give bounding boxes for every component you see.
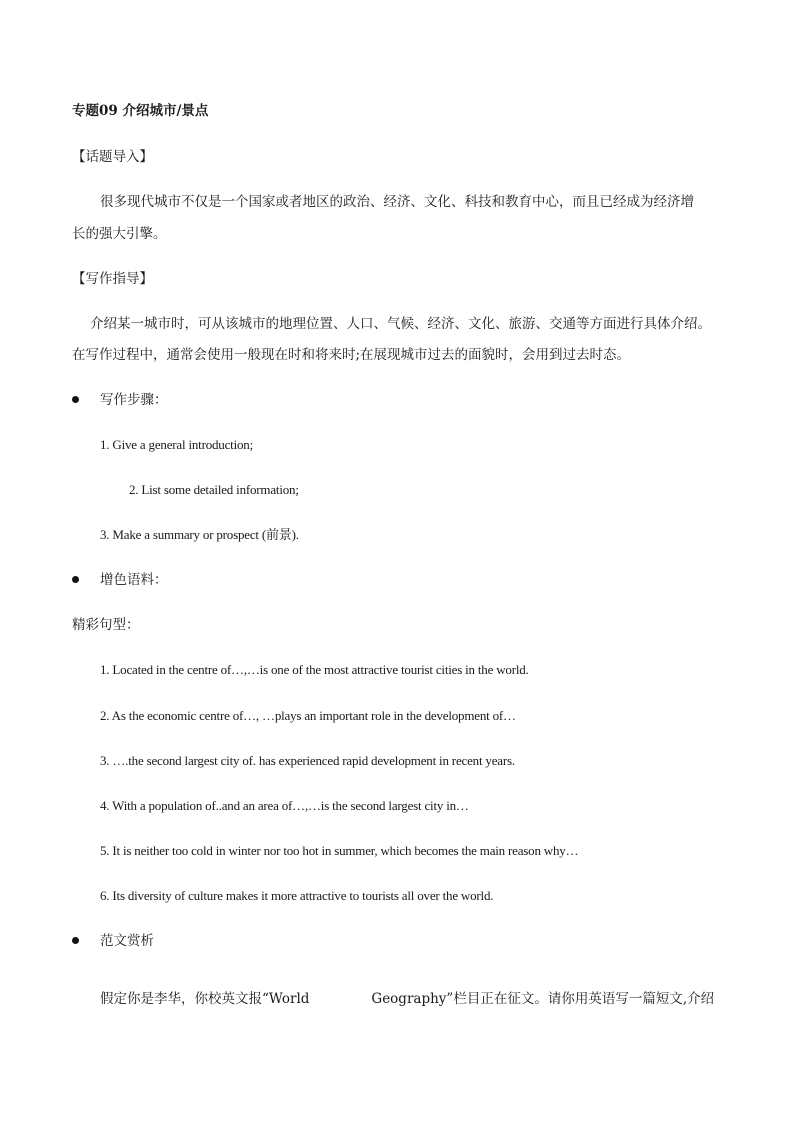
section-heading-guide: 【写作指导】 — [72, 271, 153, 287]
sentence-3: 3. ….the second largest city of. has experienced rapid development in recent years. — [100, 753, 515, 768]
sentence-4: 4. With a population of..and an area of…,…is the second largest city in… — [100, 798, 469, 813]
bullet-icon — [72, 396, 79, 403]
page-title: 专题09 介绍城市/景点 — [72, 103, 209, 119]
sentence-6: 6. Its diversity of culture makes it more attractive to tourists all over the world. — [100, 888, 494, 903]
sample-prompt-part-1: 假定你是李华，你校英文报“World — [100, 991, 310, 1007]
steps-heading: 写作步骤： — [100, 392, 168, 408]
sentence-5: 5. It is neither too cold in winter nor too hot in summer, which becomes the main reason why… — [100, 843, 579, 858]
step-item-3: 3. Make a summary or prospect (前景). — [100, 527, 299, 542]
section-heading-intro: 【话题导入】 — [72, 149, 153, 165]
guide-paragraph-line-1: 介绍某一城市时，可从该城市的地理位置、人口、气候、经济、文化、旅游、交通等方面进行具体介绍。 — [90, 316, 711, 332]
sentence-2: 2. As the economic centre of…, …plays an important role in the development of… — [100, 708, 516, 723]
intro-paragraph-line-1: 很多现代城市不仅是一个国家或者地区的政治、经济、文化、科技和教育中心，而且已经成为经济增 — [100, 194, 694, 210]
sentence-1: 1. Located in the centre of…,…is one of the most attractive tourist cities in the world. — [100, 662, 529, 677]
bullet-icon — [72, 937, 79, 944]
materials-heading: 增色语料： — [100, 572, 168, 588]
sample-prompt-part-2: Geography”栏目正在征文。请你用英语写一篇短文,介绍 — [371, 991, 715, 1007]
materials-subheading: 精彩句型： — [72, 617, 140, 633]
bullet-icon — [72, 576, 79, 583]
guide-paragraph-line-2: 在写作过程中，通常会使用一般现在时和将来时;在展现城市过去的面貌时，会用到过去时态。 — [72, 347, 631, 363]
intro-paragraph-line-2: 长的强大引擎。 — [72, 226, 167, 242]
sample-heading: 范文赏析 — [100, 933, 154, 949]
sample-prompt-line — [100, 989, 714, 1009]
step-item-2: 2. List some detailed information; — [129, 482, 299, 497]
step-item-1: 1. Give a general introduction; — [100, 437, 253, 452]
